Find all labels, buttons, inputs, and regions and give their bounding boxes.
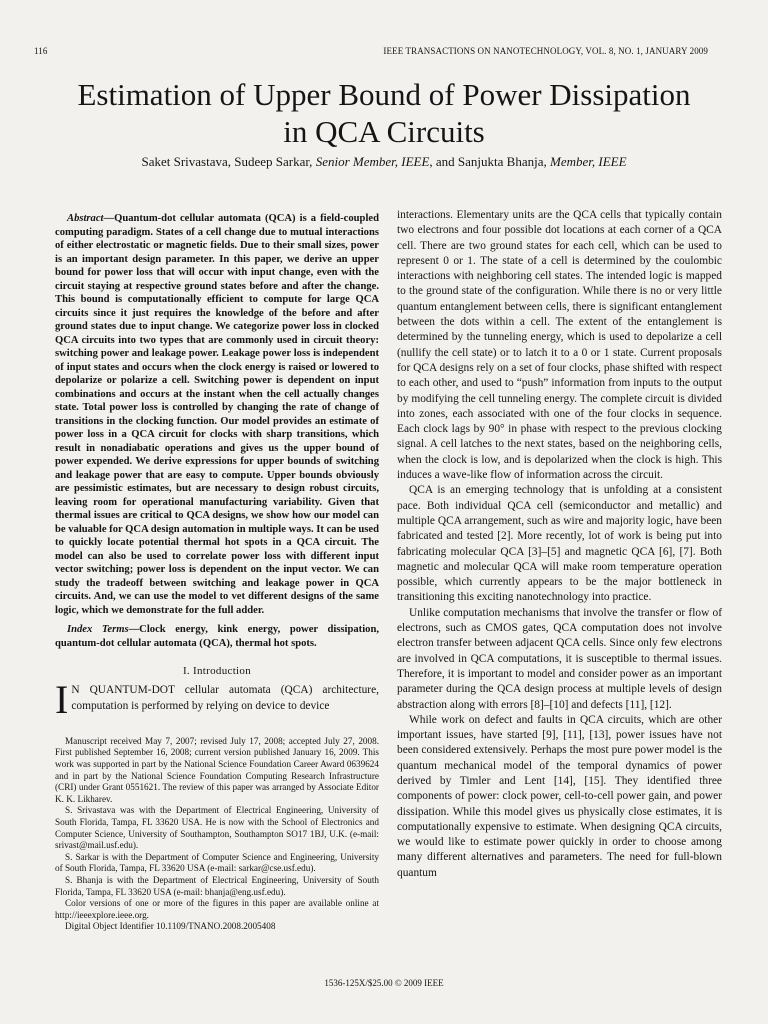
index-terms-text: —Clock energy, kink energy, power dissipation, quantum-dot cellular automata (QCA), thermal hot spots.: [55, 624, 379, 649]
body-paragraph: interactions. Elementary units are the QCA cells that typically contain two electrons and four possible dot locations at each corner of a QCA cell. There are two ground states for each cell, which can be used to represent 0 or 1. The state of a cell is determined by the coulombic interactions with neighboring cell states. The intended logic is mapped to the ground state of the configuration. While there is no or very little quantum entanglement between cells, there is significant entanglement between the dots within a cell. The extent of the entanglement is determined by the tunneling energy, which is used to depolarize a cell (nullify the cell state) or to latch it to a 0 or 1 state. Current proposals for QCA designs rely on a set of four clocks, phase shifted with respect to each other, and used to “push” information from inputs to the output by modifying the cell tunneling energy. The complete circuit is divided into zones, each associated with one of the four clocks in sequence. Each clock lags by 90° in phase with respect to the previous clocking signal. A cell latches to the next states, based on the neighboring cells, when the clock is low, and is depolarized when the clock is high. This induces a wave-like flow of information across the circuit.: [397, 209, 722, 482]
left-column: [55, 212, 379, 933]
footnote-sarkar: S. Sarkar is with the Department of Computer Science and Engineering, University of South Florida, Tampa, FL 33620 USA (e-mail: sarkar@cse.usf.edu).: [55, 851, 379, 874]
paper-title: [0, 76, 768, 150]
author-1: Saket Srivastava, Sudeep Sarkar,: [141, 154, 316, 169]
drop-cap: I: [55, 677, 69, 723]
journal-header: IEEE TRANSACTIONS ON NANOTECHNOLOGY, VOL. 8, NO. 1, JANUARY 2009: [383, 46, 708, 56]
author-2: , and Sanjukta Bhanja,: [429, 154, 550, 169]
index-terms-lead: Index Terms: [67, 624, 129, 635]
footnote-color: Color versions of one or more of the figures in this paper are available online at http://ieeexplore.ieee.org.: [55, 898, 379, 920]
footnote-manuscript: Manuscript received May 7, 2007; revised July 17, 2008; accepted July 27, 2008. First published September 16, 2008; current version published January 16, 2009. This work was supported in part by the National Science Foundation Career Award 0639624 and in part by the National Science Foundation Computing Research Infrastructure (CRI) under Grant 0551621. The review of this paper was arranged by Associate Editor K. K. Likharev.: [55, 735, 379, 804]
intro-paragraph: [55, 677, 379, 723]
author-1-role: Senior Member, IEEE: [315, 154, 430, 169]
index-terms: [55, 623, 379, 650]
abstract: [55, 212, 379, 617]
footnote-bhanja: S. Bhanja is with the Department of Electrical Engineering, University of South Florida, Tampa, FL 33620 USA (e-mail: bhanja@eng.usf.edu).: [55, 874, 379, 897]
title-line-2: in QCA Circuits: [283, 114, 485, 149]
page-number: 116: [34, 46, 48, 56]
author-2-role: Member, IEEE: [550, 154, 627, 169]
body-paragraph: Unlike computation mechanisms that involve the transfer or flow of electrons, such as CMOS gates, QCA computation does not involve electron transfer between adjacent QCA cells. Since only few electrons are involved in QCA computations, it is susceptible to thermal issues. Therefore, it is important to model and consider power as an important parameter during the QCA design process at multiple levels of design abstraction along with errors [8]–[10] and defects [11], [12].: [397, 606, 722, 711]
footnote-doi: Digital Object Identifier 10.1109/TNANO.2008.2005408: [65, 921, 276, 932]
copyright-footer: 1536-125X/$25.00 © 2009 IEEE: [324, 978, 444, 988]
right-column: [397, 208, 722, 881]
abstract-lead: Abstract: [67, 213, 104, 224]
section-heading-introduction: I. Introduction: [182, 665, 252, 677]
title-line-1: Estimation of Upper Bound of Power Dissipation: [77, 77, 691, 112]
abstract-text: —Quantum-dot cellular automata (QCA) is a field-coupled computing paradigm. States of a cell change due to mutual interactions of either electrostatic or magnetic fields. Due to their small sizes, power is an important design parameter. In this paper, we derive an upper bound for power loss that will occur with input change, even with the circuit staying at respective ground states before and after the change. This bound is computationally efficient to compute for large QCA circuits since it just requires the knowledge of the before and after ground states due to input change. We categorize power loss in clocked QCA circuits into two types that are commonly used in circuit theory: switching power and leakage power. Leakage power loss is independent of input states and occurs when the clock energy is raised or lowered to depolarize or polarize a cell. Switching power is dependent on input combinations and occurs at the instant when the cell actually changes state. Total power loss is controlled by changing the rate of change of transitions in the clocking function. Our model provides an estimate of power loss in a QCA circuit for clocks with sharp transitions, which result in nonadiabatic operations and gives us the upper bound of power expended. We derive expressions for upper bounds of switching and leakage power that are easy to compute. Upper bounds obviously are pessimistic estimates, but are necessary to design robust circuits, leaving room for operational manufacturing variability. Given that thermal issues are critical to QCA designs, we show how our model can be valuable for QCA design automation in multiple ways. It can be used to quickly locate potential thermal hot spots in a QCA circuit. The model can also be used to correlate power loss with different input vector switching; power loss is dependent on the input vector. We can study the tradeoff between switching and leakage power in QCA circuits. And, we can use the model to vet different designs of the same logic, which we demonstrate for the full adder.: [55, 213, 379, 616]
body-paragraph: QCA is an emerging technology that is unfolding at a consistent pace. Both individual QCA cell (semiconductor and metallic) and multiple QCA arrangement, such as wire and majority logic, have been fabricated and tested [2]. More recently, lot of work is being put into fabricating molecular QCA [3]–[5] and magnetic QCA [6], [7]. Both magnetic and molecular QCA will make room temperature operation possible, which currently appears to be the major bottleneck in transitioning this exciting nanotechnology into practice.: [397, 484, 722, 604]
author-list: [0, 154, 768, 170]
body-paragraph: While work on defect and faults in QCA circuits, which are other important issues, have started [9], [11], [13], power issues have not been considered extensively. Perhaps the most pure power model is the quantum mechanical model of the temporal dynamics of power derived by Timler and Lent [14], [15]. They identified three components of power: clock power, cell-to-cell power gain, and power dissipation. While this model gives us physically close estimates, it is computationally expensive to estimate. When designing QCA circuits, we would like to estimate power quickly in order to choose among many different alternatives and parameters. The need for full-blown quantum: [397, 713, 722, 879]
footnotes: [55, 736, 379, 933]
intro-text: N QUANTUM-DOT cellular automata (QCA) architecture, computation is performed by relying on device to device: [71, 684, 379, 712]
footnote-srivastava: S. Srivastava was with the Department of Electrical Engineering, University of South Florida, Tampa, FL 33620 USA. He is now with the School of Electronics and Computer Science, University of Southampton, Southampton SO17 1BJ, U.K. (e-mail: srivast@mail.usf.edu).: [55, 805, 379, 851]
